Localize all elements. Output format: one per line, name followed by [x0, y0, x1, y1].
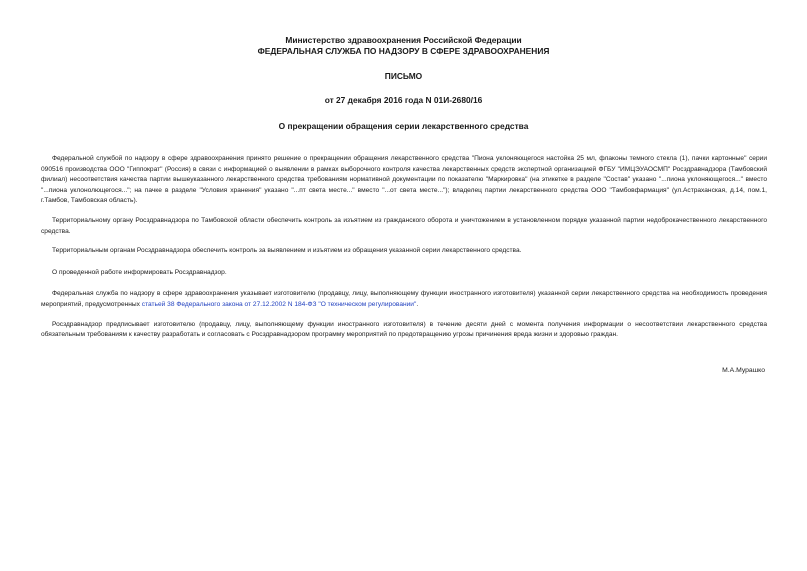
document-body — [41, 154, 767, 341]
document-subject: О прекращении обращения серии лекарственного средства — [278, 121, 529, 131]
paragraph-manufacturer-end: . — [416, 300, 419, 308]
document-type: ПИСЬМО — [384, 71, 423, 81]
paragraph-tambov-control: Территориальному органу Росздравнадзора по Тамбовской области обеспечить контроль за изъятием из гражданского оборота и уничтожением в установленном порядке указанной партии недоброкачественного лекарственного средства. — [41, 216, 767, 235]
signature: М.А.Мурашко — [722, 367, 765, 374]
service-name: ФЕДЕРАЛЬНАЯ СЛУЖБА ПО НАДЗОРУ В СФЕРЕ ЗДРАВООХРАНЕНИЯ — [257, 46, 550, 56]
ministry-name: Министерство здравоохранения Российской Федерации — [285, 35, 522, 45]
paragraph-inform: О проведенной работе информировать Росздравнадзор. — [52, 268, 227, 276]
paragraph-territorial-control: Территориальным органам Росздравнадзора обеспечить контроль за выявлением и изъятием из обращения указанной серии лекарственного средства. — [52, 247, 522, 255]
document-date-number: от 27 декабря 2016 года N 01И-2680/16 — [324, 95, 483, 105]
paragraph-decision: Федеральной службой по надзору в сфере здравоохранения принято решение о прекращении обращения лекарственного средства "Пиона уклоняющегося настойка 25 мл, флаконы темного стекла (1), пачки картонные" серии 090516 производства ООО "Гиппократ" (Россия) в связи с информацией о выявлении в рамках выборочного контроля качества лекарственных средств экспертной организацией ФГБУ "ИМЦЭУАОСМП" Росздравнадзора (Тамбовский филиал) несоответствия качества партии вышеуказанного лекарственного средства требованиям нормативной документации по показателю "Маркировка" (на этикетке в разделе "Состав" указано "...пиона уклоняющегося..." вместо "...пиона уклонолющегося..."; на пачке в разделе "Условия хранения" указано "...пт света месте..." вместо "...от света месте..."); владелец партии лекарственного средства ООО "Тамбовфармация" (ул.Астраханская, д.14, пом.1, г.Тамбов, Тамбовская область). — [41, 155, 767, 205]
paragraph-prescription: Росздравнадзор предписывает изготовителю (продавцу, лицу, выполняющему функции иностранного изготовителя) в течение десяти дней с момента получения информации о несоответствии лекарственного средства обязательным требованиям к качеству разработать и согласовать с Росздравнадзором программу мероприятий по предотвращению угрозы причинения вреда жизни и здоровью граждан. — [41, 320, 767, 339]
paragraph-manufacturer-text: Федеральная служба по надзору в сфере здравоохранения указывает изготовителю (продавцу, лицу, выполняющему функции иностранного изготовителя) указанной серии лекарственного средства на необходимость проведения мероприятий, предусмотренных — [41, 290, 767, 308]
law-article-link[interactable]: статьей 38 Федерального закона от 27.12.2002 N 184-ФЗ "О техническом регулировании" — [141, 300, 417, 308]
paragraph-manufacturer-measures — [41, 289, 767, 310]
